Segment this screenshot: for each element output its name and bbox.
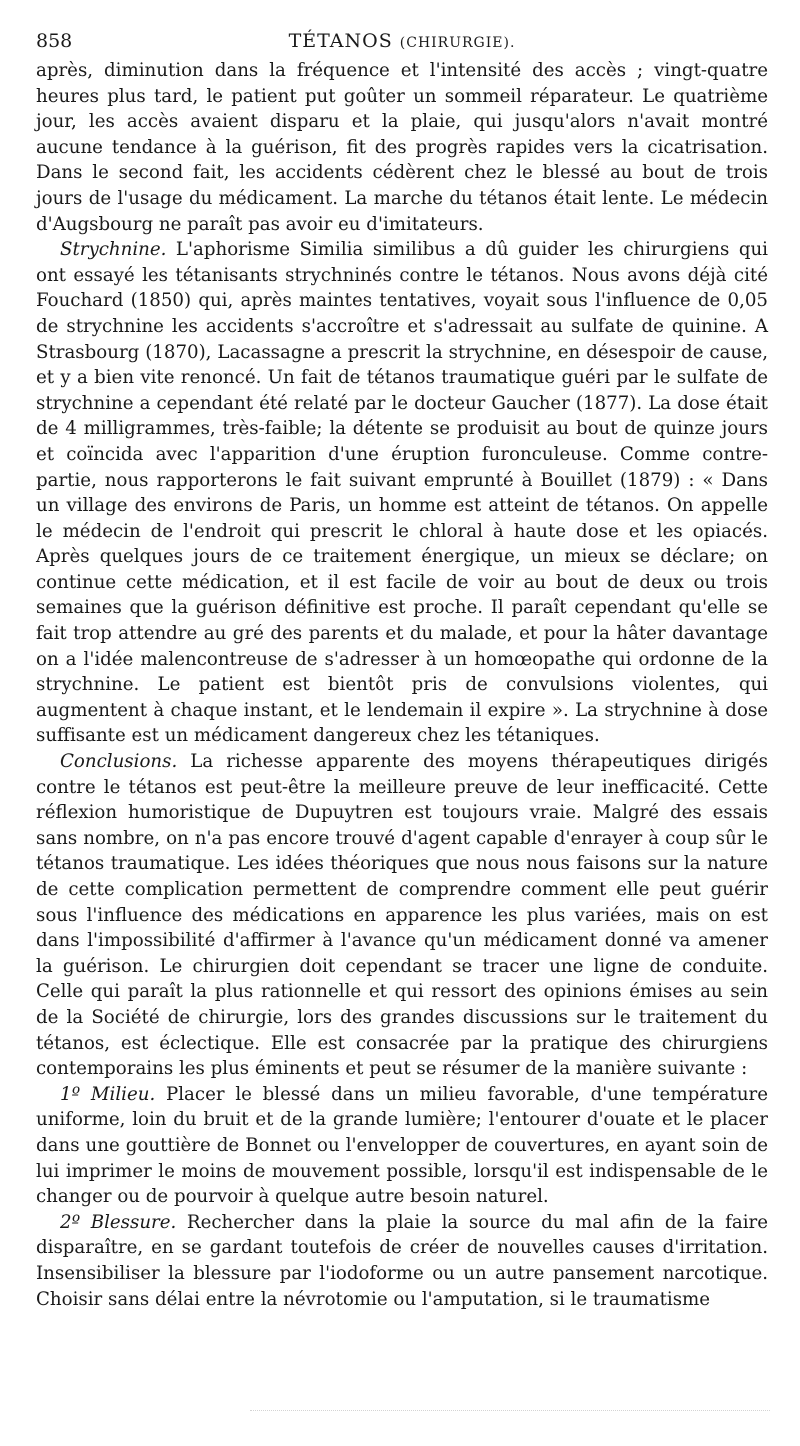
run-in-heading: 2º Blessure. [60, 1211, 177, 1233]
paragraph-text: Rechercher dans la plaie la source du mal afin de la faire disparaître, en se gardant toutefois de créer de nouvelles causes d'irritation. Insensibiliser la blessure par l'iodoforme ou un autre pansement narcotique. Choisir sans délai entre la névrotomie ou l'amputation, si le traumatisme [36, 1211, 768, 1310]
bleed-through-marks [250, 1410, 770, 1415]
paragraph-text: Placer le blessé dans un milieu favorable, d'une température uniforme, loin du bruit et de la grande lumière; l'entourer d'ouate et le placer dans une gouttière de Bonnet ou l'envelopper de couvertures, en ayant soin de lui imprimer le moins de mouvement possible, lorsqu'il est indispensable de le changer ou de pourvoir à quelque autre besoin naturel. [36, 1083, 768, 1208]
running-head [36, 30, 768, 52]
paragraph-strychnine [36, 237, 768, 749]
run-in-heading: 1º Milieu. [60, 1083, 156, 1105]
paragraph-conclusions [36, 749, 768, 1082]
page-number: 858 [36, 30, 73, 52]
paragraph-text: L'aphorisme Similia similibus a dû guider les chirurgiens qui ont essayé les tétanisants strychninés contre le tétanos. Nous avons déjà cité Fouchard (1850) qui, après maintes tentatives, voyait sous l'influence de 0,05 de strychnine les accidents s'accroître et s'adressait au sulfate de quinine. A Strasbourg (1870), Lacassagne a prescrit la strychnine, en désespoir de cause, et y a bien vite renoncé. Un fait de tétanos traumatique guéri par le sulfate de strychnine a cependant été relaté par le docteur Gaucher (1877). La dose était de 4 milligrammes, très-faible; la détente se produisit au bout de quinze jours et coïncida avec l'apparition d'une éruption furonculeuse. Comme contre-partie, nous rapporterons le fait suivant emprunté à Bouillet (1879) : « Dans un village des environs de Paris, un homme est atteint de tétanos. On appelle le médecin de l'endroit qui prescrit le chloral à haute dose et les opiacés. Après quelques jours de ce traitement énergique, un mieux se déclare; on continue cette médication, et il est facile de voir au bout de deux ou trois semaines que la guérison définitive est proche. Il paraît cependant qu'elle se fait trop attendre au gré des parents et du malade, et pour la hâter davantage on a l'idée malencontreuse de s'adresser à un homœopathe qui ordonne de la strychnine. Le patient est bientôt pris de convulsions violentes, qui augmentent à chaque instant, et le lendemain il expire ». La strychnine à dose suffisante est un médicament dangereux chez les tétaniques. [36, 239, 768, 747]
running-head-title: TÉTANOS [288, 30, 393, 52]
running-head-subtitle: (CHIRURGIE). [399, 35, 516, 51]
paragraph-text: La richesse apparente des moyens thérapeutiques dirigés contre le tétanos est peut-être la meilleure preuve de leur inefficacité. Cette réflexion humoristique de Dupuytren est toujours vraie. Malgré des essais sans nombre, on n'a pas encore trouvé d'agent capable d'enrayer à coup sûr le tétanos traumatique. Les idées théoriques que nous nous faisons sur la nature de cette complication permettent de comprendre comment elle peut guérir sous l'influence des médications en apparence les plus variées, mais on est dans l'impossibilité d'affirmer à l'avance qu'un médicament donné va amener la guérison. Le chirurgien doit cependant se tracer une ligne de conduite. Celle qui paraît la plus rationnelle et qui ressort des opinions émises au sein de la Société de chirurgie, lors des grandes discussions sur le traitement du tétanos, est éclectique. Elle est consacrée par la pratique des chirurgiens contemporains les plus éminents et peut se résumer de la manière suivante : [36, 751, 768, 1080]
paragraph-blessure [36, 1210, 768, 1312]
run-in-heading: Strychnine. [60, 239, 167, 261]
paragraph-milieu [36, 1082, 768, 1210]
page-header [36, 22, 768, 58]
body-text [36, 58, 768, 1312]
page [36, 22, 768, 1312]
paragraph-continuation [36, 58, 768, 237]
run-in-heading: Conclusions. [60, 751, 178, 773]
paragraph-text: après, diminution dans la fréquence et l'intensité des accès ; vingt-quatre heures plus tard, le patient put goûter un sommeil réparateur. Le quatrième jour, les accès avaient disparu et la plaie, qui jusqu'alors n'avait montré aucune tendance à la guérison, fit des progrès rapides vers la cicatrisation. Dans le second fait, les accidents cédèrent chez le blessé au bout de trois jours de l'usage du médicament. La marche du tétanos était lente. Le médecin d'Augsbourg ne paraît pas avoir eu d'imitateurs. [36, 60, 768, 235]
